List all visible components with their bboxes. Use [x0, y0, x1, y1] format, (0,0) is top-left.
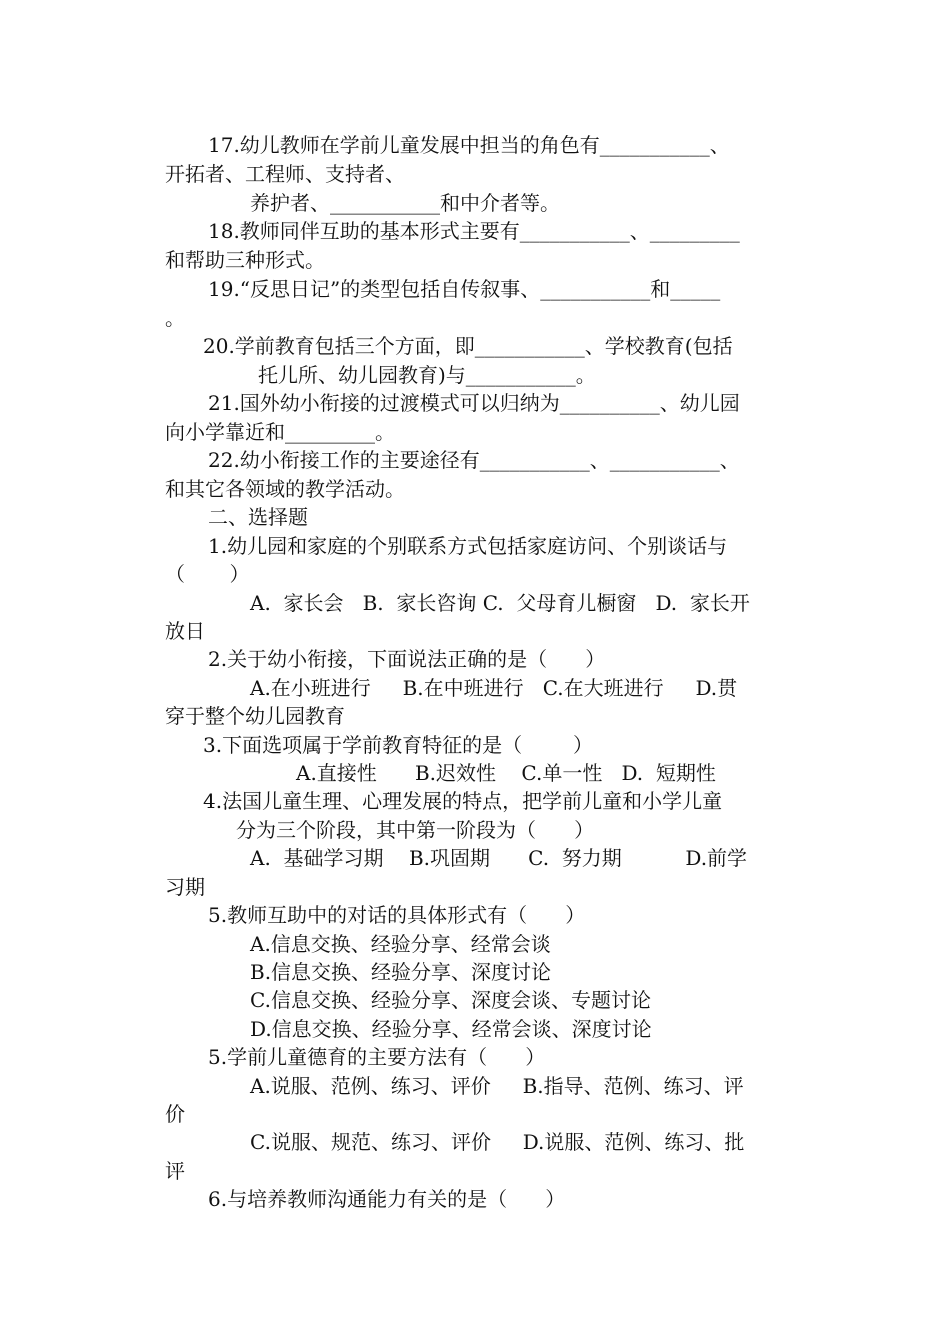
choice-4-options-wrap: 习期 — [165, 875, 205, 899]
choice-5b-options-ab: A.说服、范例、练习、评价 B.指导、范例、练习、评 — [250, 1074, 744, 1098]
choice-4-stem: 4.法国儿童生理、心理发展的特点，把学前儿童和小学儿童 — [203, 789, 723, 813]
choice-1-options: A. 家长会 B. 家长咨询 C. 父母育儿橱窗 D. 家长开 — [250, 591, 750, 615]
question-18-line-1: 18.教师同伴互助的基本形式主要有___________、_________ — [208, 219, 740, 243]
choice-2-stem: 2.关于幼小衔接，下面说法正确的是（ ） — [208, 647, 606, 671]
choice-5b-options-cd-wrap: 评 — [165, 1159, 185, 1183]
question-19-line-1: 19.“反思日记”的类型包括自传叙事、___________和_____ — [208, 277, 721, 301]
choice-5a-option-c: C.信息交换、经验分享、深度会谈、专题讨论 — [250, 988, 651, 1012]
question-17-line-2: 开拓者、工程师、支持者、 — [165, 162, 405, 186]
choice-5b-options-cd: C.说服、规范、练习、评价 D.说服、范例、练习、批 — [250, 1130, 745, 1154]
choice-5b-options-ab-wrap: 价 — [165, 1102, 185, 1126]
question-17-line-1: 17.幼儿教师在学前儿童发展中担当的角色有___________、 — [208, 133, 730, 157]
choice-5a-option-d: D.信息交换、经验分享、经常会谈、深度讨论 — [250, 1017, 652, 1041]
choice-4-stem-wrap: 分为三个阶段，其中第一阶段为（ ） — [236, 818, 595, 842]
question-22-line-2: 和其它各领域的教学活动。 — [165, 477, 405, 501]
choice-2-options-wrap: 穿于整个幼儿园教育 — [165, 704, 345, 728]
question-22-line-1: 22.幼小衔接工作的主要途径有___________、___________、 — [208, 448, 740, 472]
question-21-line-1: 21.国外幼小衔接的过渡模式可以归纳为__________、幼儿园 — [208, 391, 740, 415]
choice-1-bracket: （ ） — [165, 562, 250, 586]
section-heading: 二、选择题 — [208, 505, 308, 529]
question-20-line-2: 托儿所、幼儿园教育)与___________。 — [258, 363, 596, 387]
choice-2-options: A.在小班进行 B.在中班进行 C.在大班进行 D.贯 — [250, 676, 738, 700]
choice-5b-stem: 5.学前儿童德育的主要方法有（ ） — [208, 1045, 546, 1069]
choice-1-stem: 1.幼儿园和家庭的个别联系方式包括家庭访问、个别谈话与 — [208, 534, 728, 558]
choice-5a-option-a: A.信息交换、经验分享、经常会谈 — [250, 932, 551, 956]
choice-1-options-wrap: 放日 — [165, 619, 205, 643]
choice-3-stem: 3.下面选项属于学前教育特征的是（ ） — [203, 733, 593, 757]
question-20-line-1: 20.学前教育包括三个方面，即___________、学校教育(包括 — [203, 334, 733, 358]
question-19-line-2: 。 — [165, 306, 185, 330]
choice-5a-stem: 5.教师互助中的对话的具体形式有（ ） — [208, 903, 586, 927]
question-17-line-3: 养护者、___________和中介者等。 — [250, 191, 560, 215]
question-21-line-2: 向小学靠近和_________。 — [165, 420, 395, 444]
choice-3-options: A.直接性 B.迟效性 C.单一性 D. 短期性 — [296, 761, 716, 785]
question-18-line-2: 和帮助三种形式。 — [165, 248, 325, 272]
choice-6-stem: 6.与培养教师沟通能力有关的是（ ） — [208, 1187, 566, 1211]
choice-5a-option-b: B.信息交换、经验分享、深度讨论 — [250, 960, 552, 984]
choice-4-options: A. 基础学习期 B.巩固期 C. 努力期 D.前学 — [250, 846, 748, 870]
